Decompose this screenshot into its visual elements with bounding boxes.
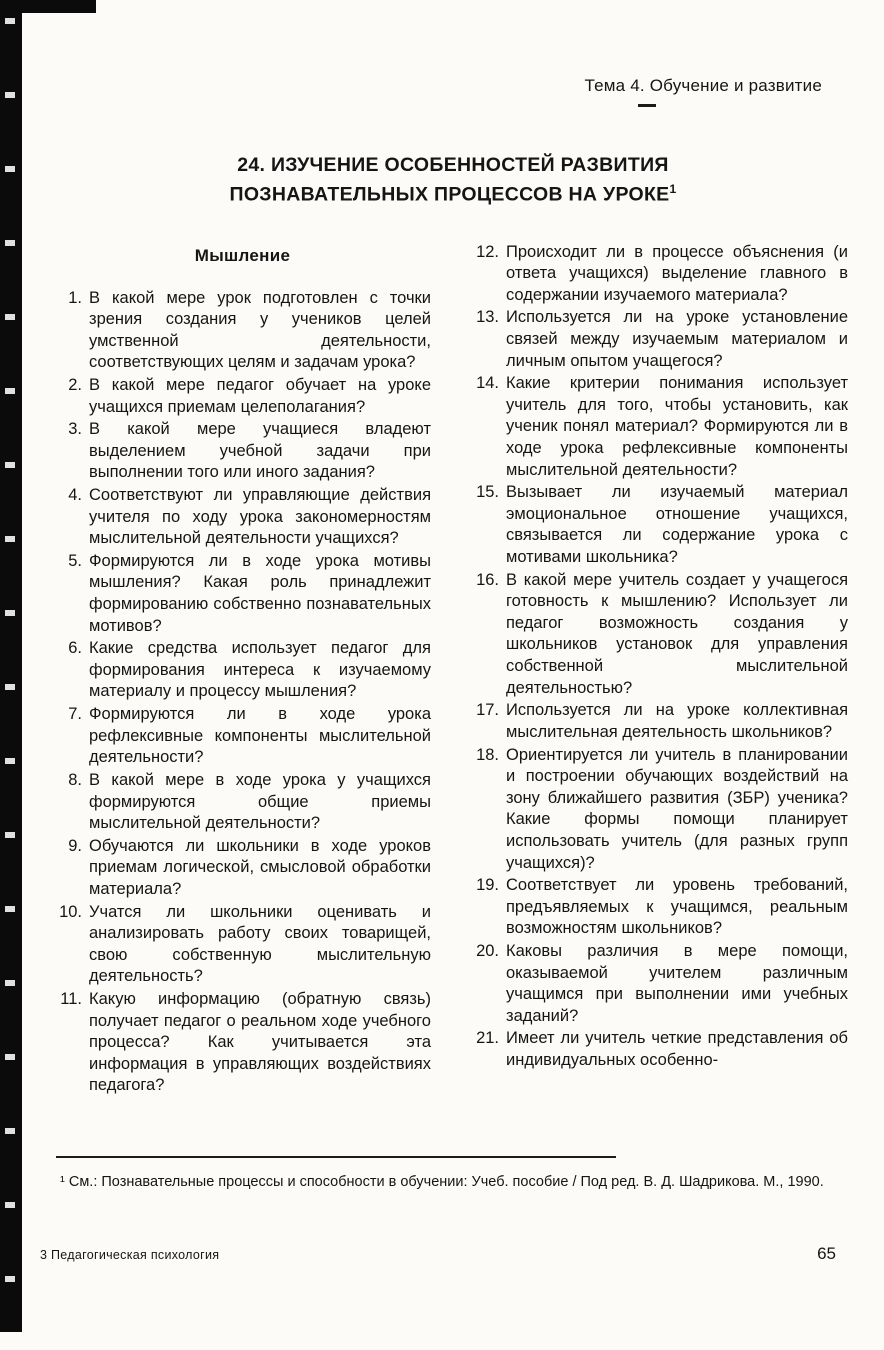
item-text: Используется ли на уроке коллективная мыслительная деятельность школьников? [506, 701, 848, 741]
item-text: Соответствуют ли управляющие действия учителя по ходу урока закономерностям мыслительной деятельности учащихся? [89, 485, 431, 548]
item-text: В какой мере учащиеся владеют выделением учебной задачи при выполнении того или иного задания? [89, 420, 431, 482]
chapter-header: Тема 4. Обучение и развитие [584, 76, 822, 95]
list-item [471, 745, 848, 875]
list-item [54, 989, 431, 1097]
list-item [471, 700, 848, 743]
two-column-body [22, 242, 884, 1099]
footnote-area [56, 1156, 848, 1194]
list-item [54, 638, 431, 703]
item-text: Ориентируется ли учитель в планировании и построении обучающих воздействий на зону ближайшего развития (ЗБР) ученика? Какие формы помощи планирует использовать учитель (для разных групп учащихся)? [506, 745, 848, 872]
item-number: 19. [476, 876, 499, 895]
item-text: В какой мере урок подготовлен с точки зрения создания у учеников целей умственной деятельности, соответствующих целям и задачам урока? [89, 288, 431, 372]
item-text: Вызывает ли изучаемый материал эмоциональное отношение учащихся, связывается ли содержание урока с мотивами школьника? [506, 483, 848, 567]
item-number: 6. [68, 639, 82, 658]
numbered-list-right [471, 242, 848, 1072]
list-item [471, 941, 848, 1027]
item-text: В какой мере в ходе урока у учащихся формируются общие приемы мыслительной деятельности? [89, 770, 431, 833]
left-column [54, 242, 431, 1099]
list-item [54, 419, 431, 484]
item-text: Формируются ли в ходе урока мотивы мышления? Какая роль принадлежит формированию собственно познавательных мотивов? [89, 551, 431, 635]
page-number: 65 [817, 1244, 836, 1263]
list-item [54, 770, 431, 835]
item-text: Учатся ли школьники оценивать и анализировать работу своих товарищей, свою собственную мыслительную деятельность? [89, 902, 431, 986]
list-item [54, 375, 431, 418]
item-text: В какой мере учитель создает у учащегося готовность к мышлению? Использует ли педагог возможность создания у школьников установок для управления собственной мыслительной деятельностью? [506, 570, 848, 697]
footnote-rule [56, 1156, 616, 1158]
page-title-line1: 24. ИЗУЧЕНИЕ ОСОБЕННОСТЕЙ РАЗВИТИЯ [237, 153, 669, 176]
right-column [471, 242, 848, 1099]
item-text: Происходит ли в процессе объяснения (и ответа учащихся) выделение главного в содержании изучаемого материала? [506, 242, 848, 304]
item-text: В какой мере педагог обучает на уроке учащихся приемам целеполагания? [89, 375, 431, 416]
item-text: Формируются ли в ходе урока рефлексивные компоненты мыслительной деятельности? [89, 705, 431, 767]
list-item [471, 307, 848, 372]
footnote-marker: 1 [669, 181, 677, 196]
printer-signature: 3 Педагогическая психология [40, 1248, 220, 1262]
list-item [54, 485, 431, 550]
item-text: Каковы различия в мере помощи, оказываемой учителем различным учащимся при выполнении ими учебных заданий? [506, 942, 848, 1025]
numbered-list-left [54, 288, 431, 1098]
header-underline-mark [638, 104, 656, 107]
item-text: Какие средства использует педагог для формирования интереса к изучаемому материалу и процессу мышления? [89, 639, 431, 701]
item-number: 13. [476, 308, 499, 327]
item-number: 5. [68, 551, 82, 570]
list-item [471, 1028, 848, 1071]
item-number: 17. [476, 701, 499, 720]
section-heading: Мышление [194, 245, 291, 265]
item-number: 11. [60, 990, 82, 1008]
item-number: 12. [476, 242, 499, 261]
page-title-line2 [22, 180, 884, 210]
list-item [471, 482, 848, 568]
item-number: 14. [476, 374, 499, 393]
item-text: Соответствует ли уровень требований, предъявляемых к учащимся, реальным возможностям школьников? [506, 876, 848, 938]
item-number: 10. [59, 902, 82, 921]
page-title-line2-text: ПОЗНАВАТЕЛЬНЫХ ПРОЦЕССОВ НА УРОКЕ [229, 183, 670, 206]
list-item [54, 288, 431, 374]
list-item [471, 242, 848, 307]
footnote-text: ¹ См.: Познавательные процессы и способности в обучении: Учеб. пособие / Под ред. В. Д. Шадрикова. М., 1990. [60, 1174, 824, 1190]
page-title [22, 151, 884, 210]
item-number: 15. [476, 483, 499, 502]
list-item [471, 373, 848, 481]
item-number: 4. [68, 485, 82, 504]
list-item [54, 704, 431, 769]
list-item [471, 570, 848, 700]
item-text: Какую информацию (обратную связь) получает педагог о реальном ходе учебного процесса? Как учитывается эта информация в управляющих воздействиях педагога? [89, 990, 431, 1095]
scan-film-edge [0, 0, 22, 1332]
list-item [471, 875, 848, 940]
item-number: 9. [68, 836, 82, 855]
item-number: 21. [476, 1029, 499, 1048]
item-text: Используется ли на уроке установление связей между изучаемым материалом и личным опытом учащегося? [506, 308, 848, 370]
list-item [54, 551, 431, 637]
page [22, 0, 884, 1332]
item-text: Обучаются ли школьники в ходе уроков приемам логической, смысловой обработки материала? [89, 836, 431, 898]
list-item [54, 836, 431, 901]
item-number: 16. [476, 570, 499, 589]
list-item [54, 902, 431, 988]
item-number: 1. [68, 288, 82, 307]
item-number: 8. [68, 770, 82, 789]
item-text: Какие критерии понимания использует учитель для того, чтобы установить, как ученик понял материал? Формируются ли в ходе урока рефлексивные компоненты мыслительной деятельности? [506, 374, 848, 479]
item-number: 7. [68, 705, 82, 724]
page-footer [40, 1244, 836, 1264]
item-text: Имеет ли учитель четкие представления об индивидуальных особенно- [506, 1029, 848, 1070]
item-number: 20. [476, 942, 499, 960]
item-number: 3. [68, 420, 82, 439]
item-number: 18. [476, 745, 499, 764]
item-number: 2. [68, 375, 82, 394]
